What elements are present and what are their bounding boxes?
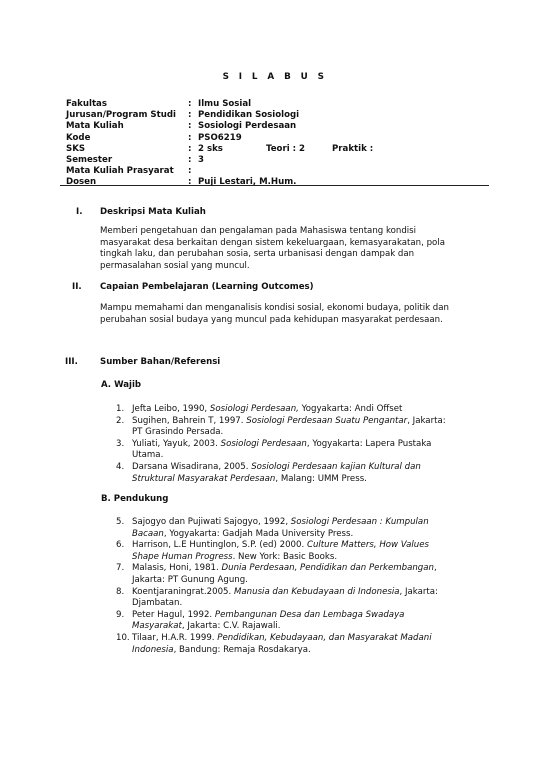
info-colon: : xyxy=(188,99,192,109)
info-row-course xyxy=(66,121,496,132)
info-label: Mata Kuliah xyxy=(66,121,124,132)
reference-item xyxy=(116,439,456,462)
reference-item xyxy=(116,633,456,656)
reference-text xyxy=(132,439,456,462)
required-references-list xyxy=(116,404,456,485)
reference-number: 6. xyxy=(116,540,125,551)
subheading-supporting: B. Pendukung xyxy=(101,494,169,504)
info-label: Fakultas xyxy=(66,99,107,109)
reference-number: 5. xyxy=(116,517,125,527)
reference-title: Dunia Perdesaan, Pendidikan dan Perkembangan xyxy=(221,563,434,574)
reference-author-year: Peter Hagul, 1992. xyxy=(132,609,215,620)
section-heading: Capaian Pembelajaran (Learning Outcomes) xyxy=(100,282,314,292)
learning-outcomes-paragraph xyxy=(100,303,455,326)
reference-title: Sosiologi Perdesaan kajian Kultural dan Struktural Masyarakat Perdesaan xyxy=(132,461,421,484)
section-number: III. xyxy=(65,357,78,367)
reference-author-year: Yuliati, Yayuk, 2003. xyxy=(132,438,221,449)
section-number: II. xyxy=(72,282,82,292)
description-paragraph xyxy=(100,226,455,272)
reference-number: 2. xyxy=(116,415,125,426)
reference-publisher: . New York: Basic Books. xyxy=(232,551,338,562)
reference-author-year: Sugihen, Bahrein T, 1997. xyxy=(132,415,247,426)
reference-item xyxy=(116,587,456,610)
info-row-sks xyxy=(66,144,496,155)
info-colon: : xyxy=(188,166,192,177)
reference-publisher: , Jakarta: C.V. Rajawali. xyxy=(181,621,281,632)
info-row-department xyxy=(66,110,496,121)
reference-number: 1. xyxy=(116,404,125,414)
info-label: Jurusan/Program Studi xyxy=(66,110,176,121)
reference-text xyxy=(132,633,456,656)
info-row-prerequisite xyxy=(66,166,496,177)
section-heading: Deskripsi Mata Kuliah xyxy=(100,207,206,217)
info-row-semester xyxy=(66,155,496,166)
reference-text xyxy=(132,610,456,633)
reference-item xyxy=(116,462,456,485)
reference-title: Sosiologi Perdesaan xyxy=(220,438,307,449)
reference-publisher: Yogyakarta: Andi Offset xyxy=(298,404,403,414)
reference-item xyxy=(116,610,456,633)
subheading-required: A. Wajib xyxy=(101,380,142,390)
reference-author-year: Malasis, Honi, 1981. xyxy=(132,563,222,574)
info-colon: : xyxy=(188,177,192,188)
info-value: Puji Lestari, M.Hum. xyxy=(198,177,297,188)
reference-author-year: Koentjaraningrat.2005. xyxy=(132,586,234,597)
reference-item xyxy=(116,563,456,586)
info-label: Semester xyxy=(66,154,113,165)
supporting-references-list xyxy=(116,517,456,656)
reference-number: 9. xyxy=(116,609,125,620)
reference-publisher: , Bandung: Remaja Rosdakarya. xyxy=(173,644,311,655)
info-colon: : xyxy=(188,154,192,165)
reference-publisher: , Jakarta: PT Grasindo Persada. xyxy=(132,415,446,438)
reference-title: Pembangunan Desa dan Lembaga Swadaya Masyarakat xyxy=(132,609,405,632)
header-divider xyxy=(60,185,489,186)
reference-item xyxy=(116,540,456,563)
reference-publisher: , Malang: UMM Press. xyxy=(275,473,367,484)
description-text: Memberi pengetahuan dan pengalaman pada Mahasiswa tentang kondisi masyarakat desa berkaitan dengan sistem kekeluargaan, kemasyarakatan, pola tingkah laku, dan perubahan sosia, serta urbanisasi dengan dampak dan permasalahan sosial yang muncul. xyxy=(100,226,445,271)
reference-author-year: Jefta Leibo, 1990, xyxy=(132,404,210,414)
reference-publisher: , Yogyakarta: Lapera Pustaka Utama. xyxy=(132,438,432,461)
reference-author-year: Sajogyo dan Pujiwati Sajogyo, 1992, xyxy=(132,517,291,527)
reference-number: 8. xyxy=(116,586,125,597)
reference-publisher: , Jakarta: Djambatan. xyxy=(132,586,438,609)
info-colon: : xyxy=(188,132,192,143)
reference-text xyxy=(132,517,456,540)
reference-title: Sosiologi Perdesaan, xyxy=(209,404,299,414)
reference-number: 3. xyxy=(116,438,125,449)
reference-title: Sosiologi Perdesaan Suatu Pengantar xyxy=(246,415,408,426)
reference-publisher: , Jakarta: PT Gunung Agung. xyxy=(132,563,437,585)
reference-item xyxy=(116,517,456,540)
reference-item xyxy=(116,404,456,416)
reference-number: 4. xyxy=(116,461,125,472)
info-label: Mata Kuliah Prasyarat xyxy=(66,166,174,177)
reference-text xyxy=(132,587,456,610)
info-value: PSO6219 xyxy=(198,132,242,143)
info-value: Sosiologi Perdesaan xyxy=(198,121,297,132)
reference-title: Manusia dan Kebudayaan di Indonesia xyxy=(234,586,400,597)
info-value: 2 sks xyxy=(198,143,223,154)
info-label: Dosen xyxy=(66,177,97,188)
page-title: S I L A B U S xyxy=(222,72,328,82)
info-value: 3 xyxy=(198,154,204,165)
info-label: Kode xyxy=(66,132,91,143)
info-colon: : xyxy=(188,121,192,132)
info-colon: : xyxy=(188,143,192,154)
reference-publisher: , Yogyakarta: Gadjah Mada University Press. xyxy=(163,528,354,539)
info-value: Pendidikan Sosiologi xyxy=(198,110,300,121)
reference-title: Sosiologi Perdesaan : Kumpulan Bacaan xyxy=(132,517,429,539)
reference-text xyxy=(132,416,456,439)
info-row-code xyxy=(66,133,496,144)
practice-credits: Praktik : xyxy=(332,143,374,154)
reference-text xyxy=(132,462,456,485)
reference-title: Culture Matters, How Values Shape Human Progress xyxy=(132,540,429,562)
info-label: SKS xyxy=(66,143,86,154)
section-heading: Sumber Bahan/Referensi xyxy=(100,357,221,367)
reference-item xyxy=(116,416,456,439)
reference-author-year: Darsana Wisadirana, 2005. xyxy=(132,461,252,472)
reference-author-year: Tilaar, H.A.R. 1999. xyxy=(132,632,218,643)
reference-text xyxy=(132,404,456,416)
course-info-block xyxy=(66,99,496,189)
reference-text xyxy=(132,563,456,586)
reference-author-year: Harrison, L.E Huntinglon, S.P. (ed) 2000. xyxy=(132,540,307,551)
reference-text xyxy=(132,540,456,563)
theory-credits: Teori : 2 xyxy=(266,143,306,154)
info-colon: : xyxy=(188,110,192,121)
info-value: Ilmu Sosial xyxy=(198,99,252,109)
learning-outcomes-text: Mampu memahami dan menganalisis kondisi sosial, ekonomi budaya, politik dan perubahan sosial budaya yang muncul pada kehidupan masyarakat perdesaan. xyxy=(100,303,449,325)
reference-number: 10. xyxy=(116,632,130,643)
reference-title: Pendidikan, Kebudayaan, dan Masyarakat Madani Indonesia xyxy=(132,632,432,655)
section-number: I. xyxy=(76,207,83,217)
reference-number: 7. xyxy=(116,563,125,574)
info-row-faculty xyxy=(66,99,496,110)
info-row-lecturer xyxy=(66,177,496,188)
